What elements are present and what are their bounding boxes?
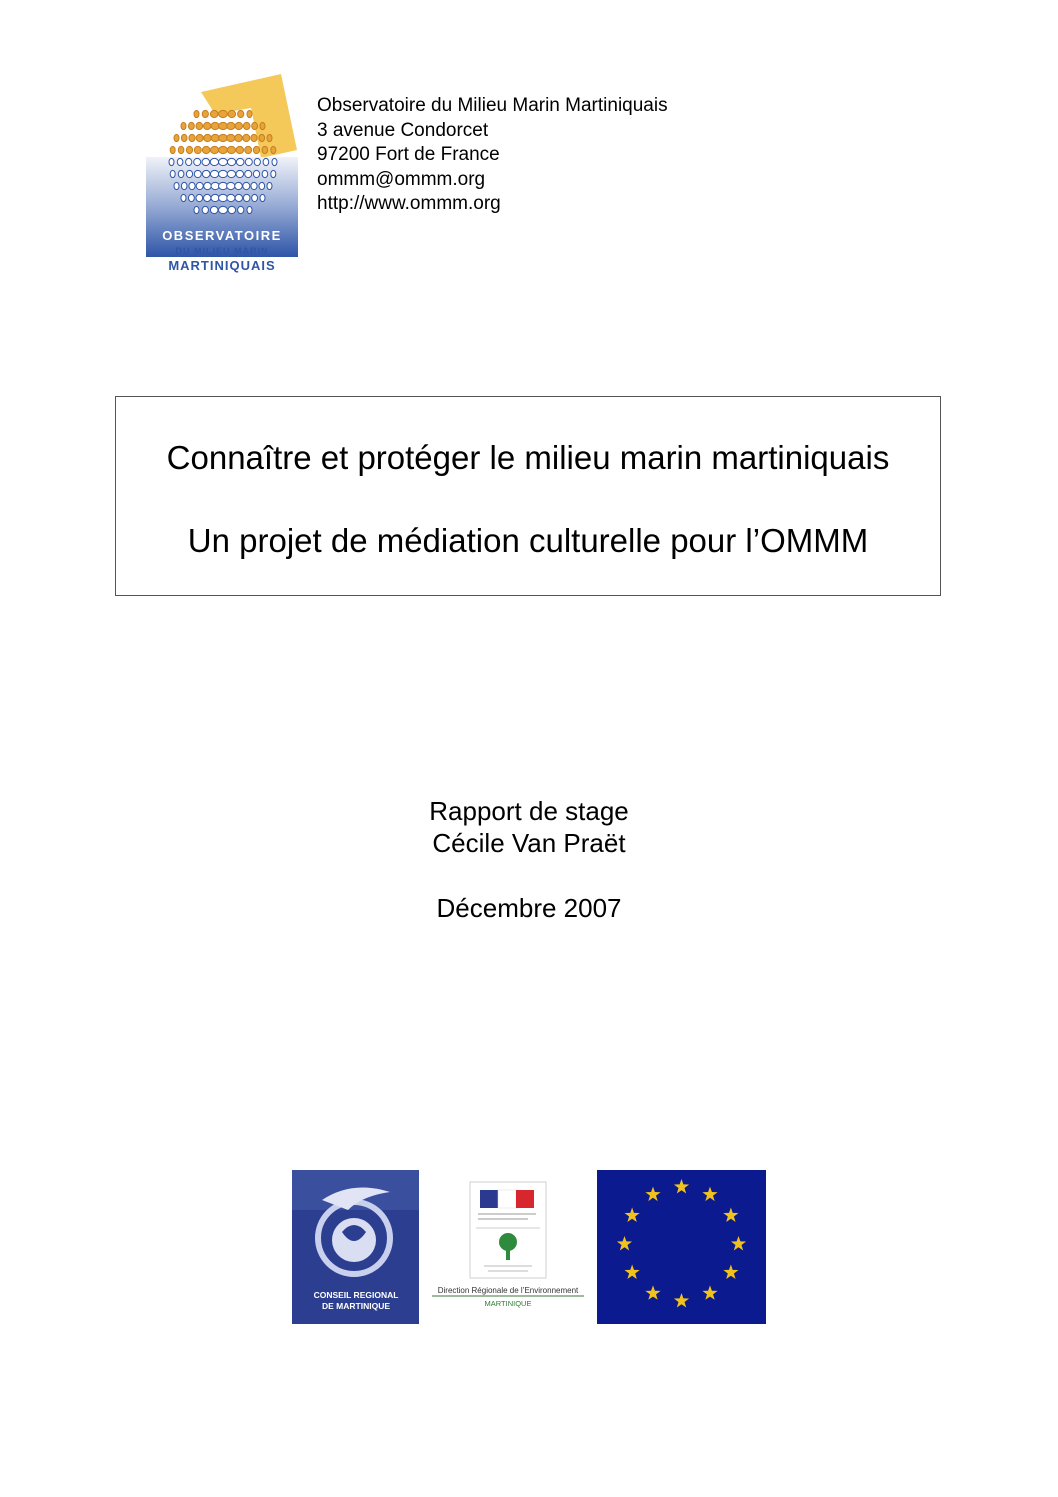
logo-dot xyxy=(252,194,258,201)
ommm-logo xyxy=(143,72,301,274)
svg-text:DE MARTINIQUE: DE MARTINIQUE xyxy=(322,1301,390,1311)
report-author: Cécile Van Praët xyxy=(432,828,626,858)
logo-dot xyxy=(219,110,228,117)
logo-dot xyxy=(169,158,174,165)
logo-dot xyxy=(251,182,257,189)
logo-dot xyxy=(227,134,235,141)
logo-dot xyxy=(177,158,183,165)
logo-dot xyxy=(259,134,265,141)
logo-dot xyxy=(174,182,179,189)
logo-dot xyxy=(210,158,218,165)
eu-flag xyxy=(597,1170,766,1324)
logo-dot xyxy=(238,110,244,117)
logo-dot xyxy=(219,122,228,129)
logo-dot xyxy=(202,110,208,117)
logo-dot xyxy=(247,110,252,117)
report-type: Rapport de stage xyxy=(429,796,629,826)
logo-dot xyxy=(210,146,218,153)
svg-text:DU MILIEU MARIN: DU MILIEU MARIN xyxy=(175,246,269,256)
logo-dot xyxy=(235,182,243,189)
logo-dot xyxy=(219,158,228,165)
logo-dot xyxy=(227,182,235,189)
logo-dot xyxy=(202,206,208,213)
logo-dot xyxy=(194,158,201,165)
svg-text:MARTINIQUAIS: MARTINIQUAIS xyxy=(168,258,276,273)
document-title: Connaître et protéger le milieu marin martiniquais xyxy=(166,439,890,476)
logo-dot xyxy=(236,146,244,153)
logo-dot xyxy=(247,206,252,213)
logo-dot xyxy=(194,146,201,153)
document-subtitle: Un projet de médiation culturelle pour l’OMMM xyxy=(187,522,869,559)
logo-dot xyxy=(235,194,242,201)
email-address: ommm@ommm.org xyxy=(317,168,486,190)
logo-dot xyxy=(260,194,265,201)
logo-dot xyxy=(194,206,199,213)
logo-dot xyxy=(228,206,236,213)
logo-dot xyxy=(267,134,272,141)
address-block xyxy=(317,94,668,217)
logo-dot xyxy=(262,170,268,177)
logo-dot xyxy=(174,134,179,141)
website-url: http://www.ommm.org xyxy=(317,193,501,215)
logo-dot xyxy=(259,182,265,189)
logo-dot xyxy=(262,146,268,153)
logo-dot xyxy=(227,122,235,129)
logo-dot xyxy=(189,194,195,201)
logo-dot xyxy=(211,194,219,201)
logo-dot xyxy=(196,134,203,141)
report-date: Décembre 2007 xyxy=(436,893,622,923)
logo-dot xyxy=(181,122,186,129)
logo-dot xyxy=(194,170,201,177)
logo-dot xyxy=(243,134,250,141)
logo-dot xyxy=(204,182,212,189)
logo-dot xyxy=(271,146,276,153)
logo-dot xyxy=(243,122,250,129)
logo-dot xyxy=(235,122,242,129)
logo-dot xyxy=(210,170,218,177)
logo-dot xyxy=(253,146,259,153)
logo-dot xyxy=(252,122,258,129)
logo-dot xyxy=(236,158,244,165)
logo-dot xyxy=(227,194,235,201)
logo-dot xyxy=(170,146,175,153)
logo-dot xyxy=(170,170,175,177)
logo-dot xyxy=(245,158,252,165)
logo-dot xyxy=(189,134,195,141)
logo-dot xyxy=(219,206,228,213)
logo-dot xyxy=(178,170,184,177)
logo-dot xyxy=(235,134,243,141)
logo-dot xyxy=(253,170,259,177)
logo-dot xyxy=(186,170,192,177)
logo-dot xyxy=(243,194,250,201)
logo-dot xyxy=(196,194,203,201)
city-line: 97200 Fort de France xyxy=(317,144,500,166)
logo-dot xyxy=(202,158,210,165)
logo-dot xyxy=(204,122,211,129)
title-box xyxy=(115,396,941,596)
ommm-logo-icon xyxy=(143,72,301,274)
organization-name: Observatoire du Milieu Marin Martiniquais xyxy=(317,95,668,116)
logo-dot xyxy=(245,146,252,153)
logo-dot xyxy=(227,158,235,165)
logo-dot xyxy=(227,146,235,153)
diren-logo xyxy=(428,1178,588,1313)
logo-dot xyxy=(272,158,277,165)
logo-dot xyxy=(219,194,228,201)
street-address: 3 avenue Condorcet xyxy=(317,119,489,141)
logo-dot xyxy=(228,110,236,117)
eu-flag-icon xyxy=(597,1170,766,1324)
logo-dot xyxy=(181,182,187,189)
logo-dot xyxy=(186,158,192,165)
logo-dot xyxy=(219,146,228,153)
logo-dot xyxy=(202,170,210,177)
svg-text:CONSEIL REGIONAL: CONSEIL REGIONAL xyxy=(313,1290,399,1300)
logo-dot xyxy=(267,182,272,189)
logo-dot xyxy=(196,182,203,189)
logo-dot xyxy=(204,194,211,201)
diren-logo-icon xyxy=(428,1178,588,1313)
logo-dot xyxy=(181,134,187,141)
logo-dot xyxy=(243,182,250,189)
logo-dot xyxy=(219,170,228,177)
conseil-regional-logo-icon xyxy=(292,1170,419,1324)
logo-dot xyxy=(245,170,252,177)
svg-text:MARTINIQUE: MARTINIQUE xyxy=(484,1299,532,1308)
logo-dot xyxy=(211,122,219,129)
logo-dot xyxy=(189,122,195,129)
logo-dot xyxy=(194,110,199,117)
logo-dot xyxy=(238,206,244,213)
logo-dot xyxy=(204,134,212,141)
logo-dot xyxy=(202,146,210,153)
svg-text:Direction Régionale de l’Envir: Direction Régionale de l’Environnement xyxy=(437,1286,579,1295)
logo-dot xyxy=(263,158,269,165)
conseil-regional-logo xyxy=(292,1170,419,1324)
logo-dot xyxy=(210,206,218,213)
logo-dot xyxy=(227,170,235,177)
logo-dot xyxy=(251,134,257,141)
logo-dot xyxy=(210,110,218,117)
logo-dot xyxy=(260,122,265,129)
logo-dot xyxy=(236,170,244,177)
logo-dot xyxy=(271,170,276,177)
logo-dot xyxy=(254,158,260,165)
logo-dot xyxy=(186,146,192,153)
logo-dot xyxy=(181,194,186,201)
logo-dot xyxy=(178,146,184,153)
svg-text:OBSERVATOIRE: OBSERVATOIRE xyxy=(162,228,282,243)
logo-dot xyxy=(189,182,195,189)
logo-dot xyxy=(196,122,203,129)
